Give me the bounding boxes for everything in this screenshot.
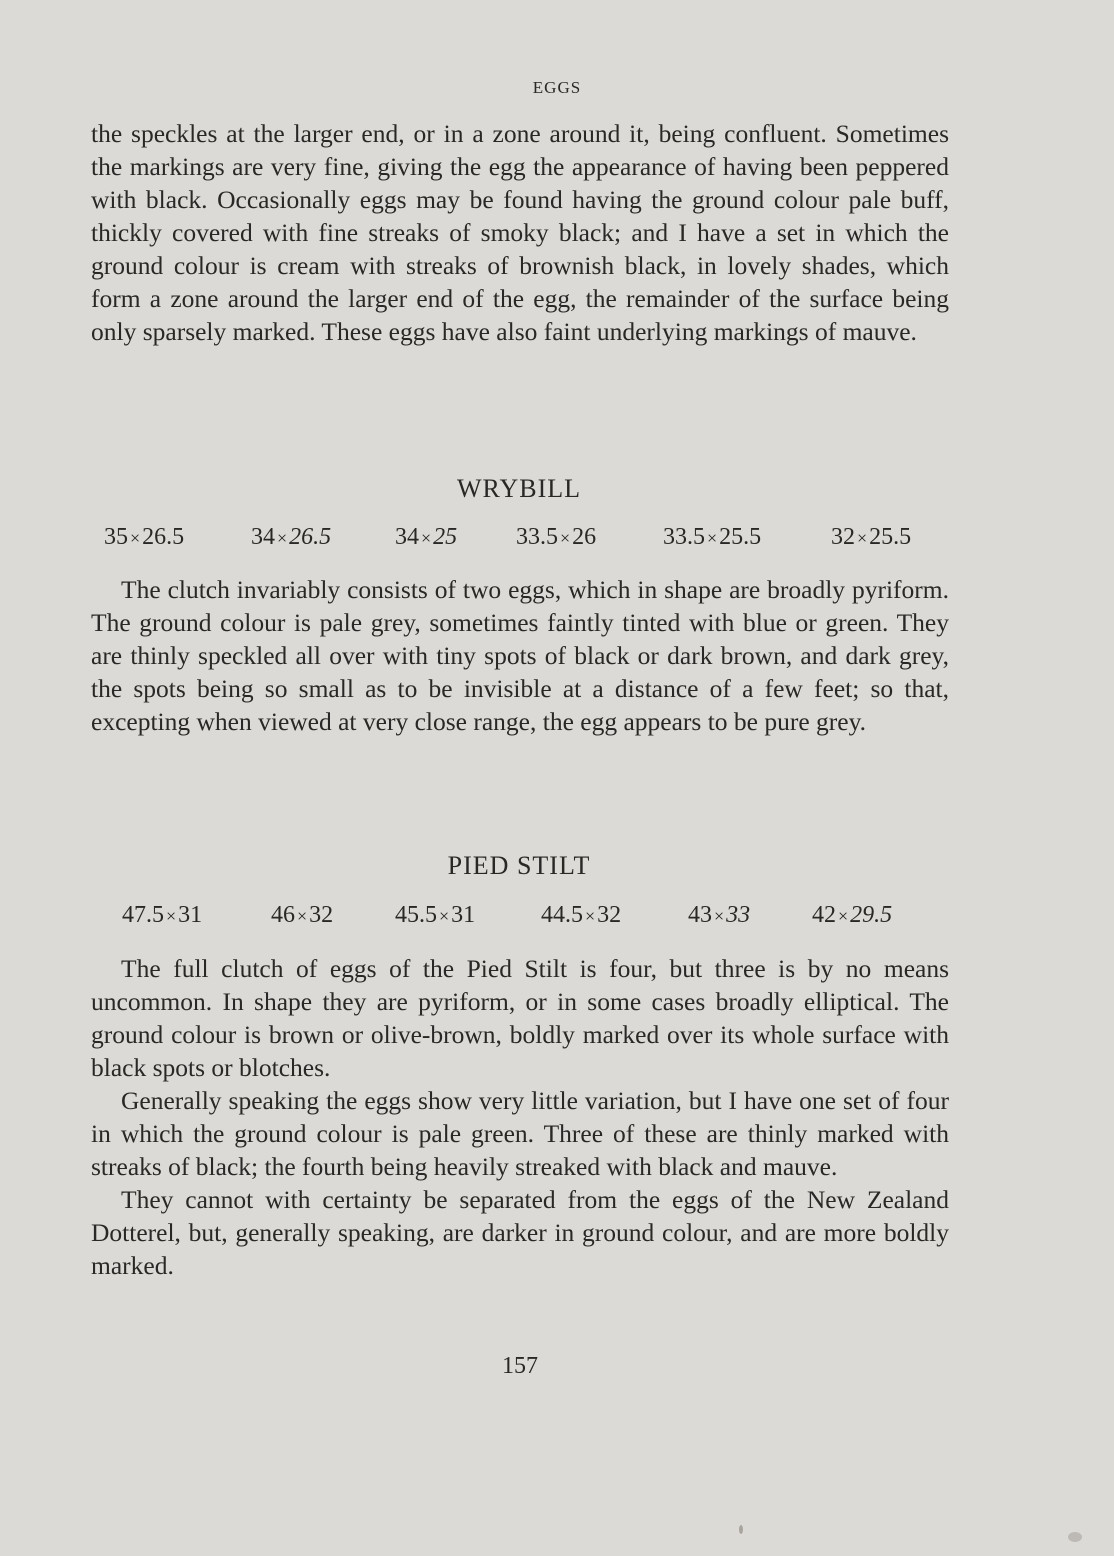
measurement: 32 ×25.5 — [831, 524, 912, 550]
wrybill-measurements — [0, 524, 1114, 556]
measurement: 46 ×32 — [271, 902, 334, 928]
measurement: 34 ×26.5 — [251, 524, 332, 550]
measurement: 42 ×29.5 — [812, 902, 893, 928]
running-head: EGGS — [532, 78, 582, 97]
pied-stilt-paragraph: They cannot with certainty be separated from the eggs of the New Zealand Dotterel, but, generally speaking, are darker in ground colour, and are more boldly marked. — [91, 1185, 949, 1280]
pied-stilt-paragraph: Generally speaking the eggs show very little variation, but I have one set of four in which the ground colour is pale green. Three of these are thinly marked with streaks of black; the fourth being heavily streaked with black and mauve. — [91, 1086, 949, 1181]
section-title-pied-stilt: PIED STILT — [447, 851, 591, 880]
pied-stilt-paragraph: The full clutch of eggs of the Pied Stilt is four, but three is by no means uncommon. In shape they are pyriform, or in some cases broadly elliptical. The ground colour is brown or olive-brown, boldly marked over its whole surface with black spots or blotches. — [91, 954, 949, 1082]
paper-speck — [1068, 1532, 1082, 1542]
measurement: 43 ×33 — [688, 902, 751, 928]
intro-paragraph: the speckles at the larger end, or in a zone around it, being confluent. Sometimes the markings are very fine, giving the egg the appearance of having been peppered with black. Occasionally eggs may be found having the ground colour pale buff, thickly covered with fine streaks of smoky black; and I have a set in which the ground colour is cream with streaks of brownish black, in lovely shades, which form a zone around the larger end of the egg, the remainder of the surface being only sparsely marked. These eggs have also faint underlying markings of mauve. — [91, 119, 949, 346]
section-title-wrybill: WRYBILL — [457, 474, 581, 503]
measurement: 33.5 ×25.5 — [663, 524, 762, 550]
measurement: 44.5 ×32 — [541, 902, 622, 928]
intro-paragraph-block — [91, 117, 949, 348]
measurement: 35 ×26.5 — [104, 524, 185, 550]
measurement: 34 ×25 — [395, 524, 458, 550]
wrybill-paragraph: The clutch invariably consists of two eggs, which in shape are broadly pyriform. The ground colour is pale grey, sometimes faintly tinted with blue or green. They are thinly speckled all over with tiny spots of black or dark brown, and dark grey, the spots being so small as to be invisible at a distance of a few feet; so that, excepting when viewed at very close range, the egg appears to be pure grey. — [91, 575, 949, 736]
paper-speck — [739, 1525, 743, 1534]
wrybill-description — [91, 573, 949, 738]
measurement: 33.5 ×26 — [516, 524, 597, 550]
measurement: 45.5 ×31 — [395, 902, 476, 928]
measurement: 47.5 ×31 — [122, 902, 203, 928]
page-number: 157 — [502, 1353, 538, 1379]
pied-stilt-measurements — [0, 902, 1114, 934]
pied-stilt-description — [91, 952, 949, 1282]
